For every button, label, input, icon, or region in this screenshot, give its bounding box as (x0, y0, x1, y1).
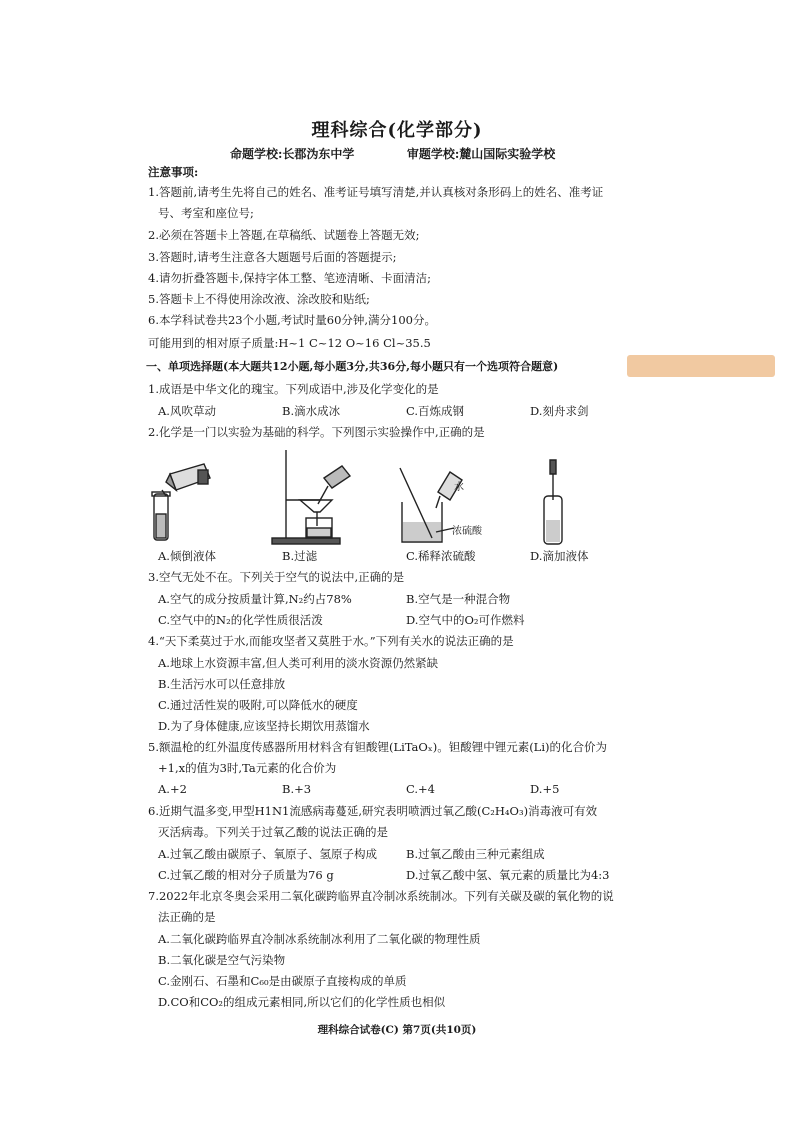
q7-option-d: D.CO和CO₂的组成元素相同,所以它们的化学性质也相似 (158, 995, 446, 1009)
q5-option-d: D.+5 (530, 782, 560, 796)
q3-option-b: B.空气是一种混合物 (406, 592, 511, 606)
question-5-stem: 5.额温枪的红外温度传感器所用材料含有钽酸锂(LiTaOₓ)。钽酸锂中锂元素(Li)的化合价为 (148, 740, 607, 754)
note-item: 5.答题卡上不得使用涂改液、涂改胶和贴纸; (148, 292, 370, 306)
q3-option-d: D.空气中的O₂可作燃料 (406, 613, 525, 627)
acid-label: 浓硫酸 (452, 526, 482, 537)
question-6-stem: 6.近期气温多变,甲型H1N1流感病毒蔓延,研究表明喷洒过氧乙酸(C₂H₄O₃)消毒液可有效 (148, 804, 598, 818)
q7-option-a: A.二氧化碳跨临界直冷制冰系统制冰利用了二氧化碳的物理性质 (158, 932, 481, 946)
q6-option-a: A.过氧乙酸由碳原子、氧原子、氢原子构成 (158, 847, 377, 861)
q6-option-d: D.过氧乙酸中氢、氧元素的质量比为4:3 (406, 868, 610, 882)
q5-option-c: C.+4 (406, 782, 435, 796)
note-item: 2.必须在答题卡上答题,在草稿纸、试题卷上答题无效; (148, 228, 420, 242)
pouring-liquid-figure (148, 456, 228, 544)
q6-option-b: B.过氧乙酸由三种元素组成 (406, 847, 545, 861)
q5-option-a: A.+2 (158, 782, 187, 796)
question-7-stem: 7.2022年北京冬奥会采用二氧化碳跨临界直冷制冰系统制冰。下列有关碳及碳的氧化物的说 (148, 889, 614, 903)
dropping-liquid-figure (538, 456, 568, 548)
q7-option-c: C.金刚石、石墨和C₆₀是由碳原子直接构成的单质 (158, 974, 407, 988)
q7-option-b: B.二氧化碳是空气污染物 (158, 953, 286, 967)
notes-heading: 注意事项: (148, 165, 199, 179)
note-item: 4.请勿折叠答题卡,保持字体工整、笔迹清晰、卡面清洁; (148, 271, 431, 285)
q2-option-a: A.倾倒液体 (158, 549, 216, 563)
q2-option-c: C.稀释浓硫酸 (406, 549, 476, 563)
reviewer-school: 审题学校:麓山国际实验学校 (406, 147, 556, 161)
q4-option-d: D.为了身体健康,应该坚持长期饮用蒸馏水 (158, 719, 370, 733)
q1-option-a: A.风吹草动 (158, 404, 216, 418)
q2-option-d: D.滴加液体 (530, 549, 589, 563)
q4-option-b: B.生活污水可以任意排放 (158, 677, 286, 691)
filtration-figure (270, 446, 358, 546)
question-7-stem-cont: 法正确的是 (158, 910, 216, 924)
school-info (230, 145, 555, 162)
q3-option-c: C.空气中的N₂的化学性质很活泼 (158, 613, 323, 627)
q1-option-b: B.滴水成冰 (282, 404, 341, 418)
question-1-stem: 1.成语是中华文化的瑰宝。下列成语中,涉及化学变化的是 (148, 382, 439, 396)
question-6-stem-cont: 灭活病毒。下列关于过氧乙酸的说法正确的是 (158, 825, 388, 839)
note-item: 号、考室和座位号; (158, 206, 254, 220)
note-item: 1.答题前,请考生先将自己的姓名、准考证号填写清楚,并认真核对条形码上的姓名、准考证 (148, 185, 604, 199)
question-5-stem-cont: +1,x的值为3时,Ta元素的化合价为 (158, 761, 337, 775)
note-item: 3.答题时,请考生注意各大题题号后面的答题提示; (148, 250, 397, 264)
q4-option-a: A.地球上水资源丰富,但人类可利用的淡水资源仍然紧缺 (158, 656, 439, 670)
water-label: 水 (454, 482, 464, 493)
question-3-stem: 3.空气无处不在。下列关于空气的说法中,正确的是 (148, 570, 405, 584)
page-title: 理科综合(化学部分) (311, 120, 483, 141)
q5-option-b: B.+3 (282, 782, 312, 796)
q2-option-b: B.过滤 (282, 549, 318, 563)
note-item: 6.本学科试卷共23个小题,考试时量60分钟,满分100分。 (148, 313, 436, 327)
question-2-stem: 2.化学是一门以实验为基础的科学。下列图示实验操作中,正确的是 (148, 425, 485, 439)
q4-option-c: C.通过活性炭的吸附,可以降低水的硬度 (158, 698, 358, 712)
section-highlight (627, 355, 775, 377)
section-heading: 一、单项选择题(本大题共12小题,每小题3分,共36分,每小题只有一个选项符合题意) (146, 360, 559, 373)
q1-option-c: C.百炼成钢 (406, 404, 465, 418)
setter-school: 命题学校:长郡沩东中学 (230, 147, 355, 161)
page-footer: 理科综合试卷(C) 第7页(共10页) (317, 1024, 477, 1036)
q1-option-d: D.刻舟求剑 (530, 404, 589, 418)
q6-option-c: C.过氧乙酸的相对分子质量为76 g (158, 868, 334, 882)
question-4-stem: 4.“天下柔莫过于水,而能攻坚者又莫胜于水。”下列有关水的说法正确的是 (148, 634, 514, 648)
q3-option-a: A.空气的成分按质量计算,N₂约占78% (158, 592, 352, 606)
atomic-masses: 可能用到的相对原子质量:H~1 C~12 O~16 Cl~35.5 (148, 336, 431, 350)
